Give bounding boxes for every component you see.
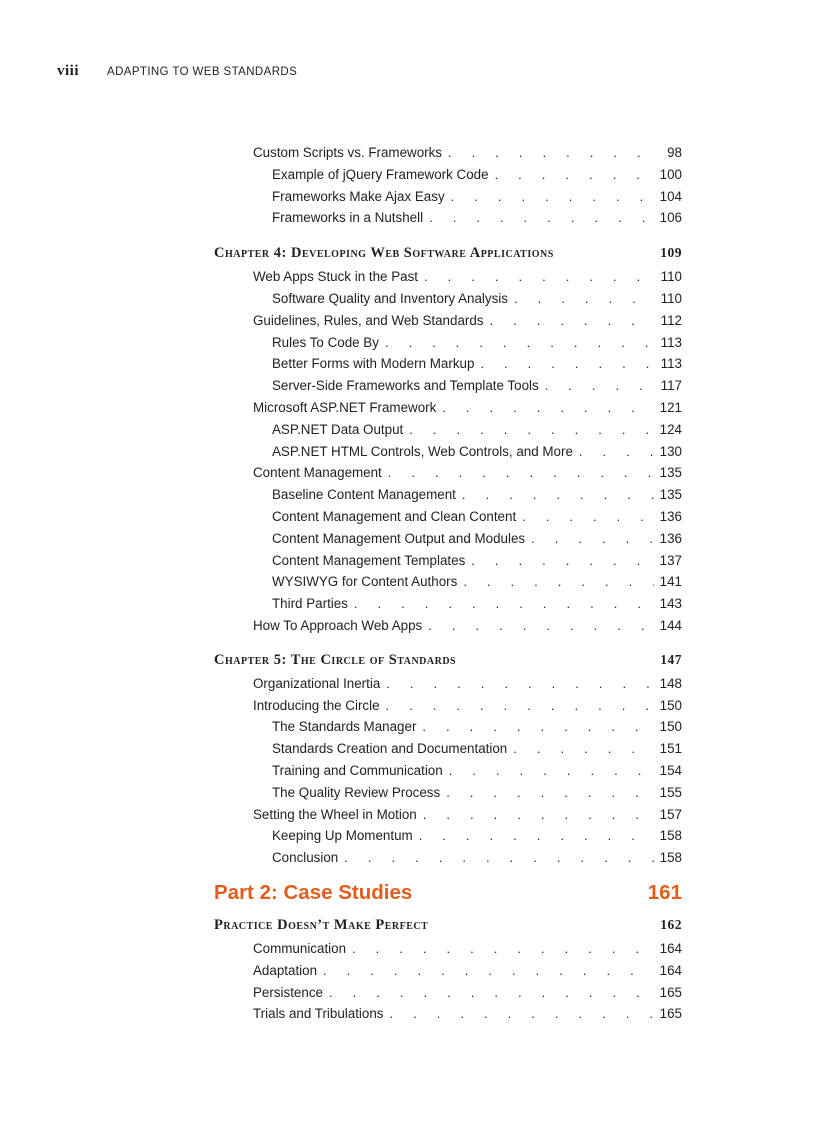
toc-entry-page: 121 [659, 399, 682, 415]
part-heading[interactable] [214, 881, 682, 915]
dot-leader [409, 422, 653, 437]
toc-entry[interactable] [214, 378, 682, 400]
toc-entry-page: 136 [659, 508, 682, 524]
toc-entry-title: Keeping Up Momentum [272, 828, 413, 844]
toc-entry[interactable] [214, 509, 682, 531]
toc-entry[interactable] [214, 167, 682, 189]
chapter-page: 162 [660, 916, 682, 932]
toc-entry-page: 165 [659, 1006, 682, 1022]
toc-entry-title: Frameworks Make Ajax Easy [272, 188, 445, 204]
toc-entry[interactable] [214, 850, 682, 872]
running-head [57, 63, 297, 80]
toc-entry[interactable] [214, 531, 682, 553]
toc-entry-page: 106 [659, 210, 682, 226]
dot-leader [448, 145, 654, 160]
toc-entry-title: Guidelines, Rules, and Web Standards [253, 312, 484, 328]
toc-entry-page: 151 [659, 741, 682, 757]
toc-entry-title: ASP.NET Data Output [272, 421, 404, 437]
dot-leader [386, 698, 654, 713]
toc-entry[interactable] [214, 719, 682, 741]
toc-entry-title: Adaptation [253, 962, 318, 978]
toc-entry-title: Example of jQuery Framework Code [272, 166, 489, 182]
toc-entry[interactable] [214, 145, 682, 167]
toc-entry-title: How To Approach Web Apps [253, 617, 423, 633]
toc-entry-title: Server-Side Frameworks and Template Tools [272, 378, 539, 394]
toc-entry-title: Web Apps Stuck in the Past [253, 269, 418, 285]
toc-entry[interactable] [214, 807, 682, 829]
toc-entry[interactable] [214, 1006, 682, 1028]
toc-entry-title: Content Management [253, 465, 382, 481]
toc-entry[interactable] [214, 465, 682, 487]
toc-entry-page: 112 [660, 312, 682, 328]
toc-entry[interactable] [214, 422, 682, 444]
dot-leader [344, 850, 653, 865]
toc-entry-title: Content Management Templates [272, 552, 466, 568]
dot-leader [429, 210, 654, 225]
dot-leader [428, 618, 653, 633]
toc-entry-page: 130 [659, 443, 682, 459]
toc-entry-title: The Standards Manager [272, 719, 417, 735]
toc-entry-page: 158 [659, 828, 682, 844]
dot-leader [480, 356, 654, 371]
toc-entry[interactable] [214, 698, 682, 720]
toc-entry-title: The Quality Review Process [272, 784, 441, 800]
toc-entry-title: ASP.NET HTML Controls, Web Controls, and More [272, 443, 573, 459]
dot-leader [423, 807, 654, 822]
dot-leader [422, 719, 653, 734]
chapter-title: Chapter 5: The Circle of Standards [214, 651, 457, 668]
toc-entry-title: Communication [253, 940, 347, 956]
toc-entry[interactable] [214, 763, 682, 785]
dot-leader [449, 763, 654, 778]
toc-entry-page: 144 [659, 617, 682, 633]
dot-leader [451, 189, 654, 204]
toc-entry-title: Standards Creation and Documentation [272, 741, 508, 757]
toc-entry[interactable] [214, 335, 682, 357]
page-number: viii [57, 63, 80, 79]
dot-leader [463, 574, 653, 589]
toc-entry-page: 117 [660, 378, 682, 394]
toc-entry[interactable] [214, 574, 682, 596]
dot-leader [531, 531, 654, 546]
chapter-heading[interactable] [214, 652, 682, 676]
toc-entry[interactable] [214, 676, 682, 698]
toc-entry-page: 113 [660, 356, 682, 372]
toc-entry-title: Custom Scripts vs. Frameworks [253, 145, 442, 160]
dot-leader [545, 378, 654, 393]
dot-leader [462, 487, 654, 502]
toc-entry[interactable] [214, 291, 682, 313]
toc-entry-page: 124 [659, 421, 682, 437]
toc-entry-page: 157 [659, 806, 682, 822]
toc-entry-title: WYSIWYG for Content Authors [272, 574, 458, 590]
toc-entry[interactable] [214, 963, 682, 985]
toc-entry-page: 148 [659, 675, 682, 691]
toc-entry[interactable] [214, 313, 682, 335]
toc-entry[interactable] [214, 210, 682, 232]
toc-entry-title: Software Quality and Inventory Analysis [272, 290, 508, 306]
toc-entry[interactable] [214, 400, 682, 422]
toc-entry-title: Content Management and Clean Content [272, 508, 517, 524]
toc-entry[interactable] [214, 618, 682, 640]
dot-leader [390, 1006, 654, 1021]
toc-entry[interactable] [214, 553, 682, 575]
chapter-heading[interactable] [214, 917, 682, 941]
toc-entry-page: 141 [659, 574, 682, 590]
table-of-contents [214, 145, 682, 1028]
dot-leader [352, 941, 654, 956]
dot-leader [471, 553, 653, 568]
dot-leader [522, 509, 653, 524]
toc-entry-title: Trials and Tribulations [253, 1006, 384, 1022]
toc-entry[interactable] [214, 941, 682, 963]
toc-entry-page: 150 [659, 697, 682, 713]
toc-entry-page: 136 [659, 530, 682, 546]
dot-leader [354, 596, 654, 611]
chapter-title: Practice Doesn’t Make Perfect [214, 916, 429, 933]
toc-entry-title: Rules To Code By [272, 334, 379, 350]
dot-leader [513, 741, 653, 756]
toc-entry-page: 164 [659, 962, 682, 978]
toc-entry-title: Persistence [253, 984, 323, 1000]
toc-entry-page: 143 [659, 596, 682, 612]
dot-leader [579, 444, 654, 459]
toc-entry-page: 135 [659, 465, 682, 481]
toc-entry-page: 150 [659, 719, 682, 735]
toc-entry-page: 100 [659, 166, 682, 182]
chapter-page: 109 [660, 245, 682, 261]
dot-leader [490, 313, 654, 328]
toc-entry-page: 135 [659, 487, 682, 503]
toc-entry-page: 137 [659, 552, 682, 568]
toc-entry[interactable] [214, 596, 682, 618]
toc-entry-title: Training and Communication [272, 762, 443, 778]
toc-entry-page: 165 [659, 984, 682, 1000]
toc-entry-title: Microsoft ASP.NET Framework [253, 399, 437, 415]
toc-entry-page: 154 [659, 762, 682, 778]
toc-entry[interactable] [214, 356, 682, 378]
toc-entry-title: Organizational Inertia [253, 675, 381, 691]
toc-entry-page: 110 [660, 269, 682, 285]
toc-entry-page: 104 [659, 188, 682, 204]
toc-entry-page: 164 [659, 940, 682, 956]
toc-entry[interactable] [214, 189, 682, 211]
toc-entry-title: Better Forms with Modern Markup [272, 356, 475, 372]
toc-entry-title: Introducing the Circle [253, 697, 380, 713]
dot-leader [446, 785, 653, 800]
chapter-title: Chapter 4: Developing Web Software Applications [214, 245, 554, 262]
chapter-heading[interactable] [214, 245, 682, 269]
part-page: 161 [647, 880, 682, 904]
dot-leader [385, 335, 654, 350]
part-title: Part 2: Case Studies [214, 880, 413, 904]
dot-leader [495, 167, 654, 182]
toc-entry[interactable] [214, 828, 682, 850]
toc-entry-page: 113 [660, 334, 682, 350]
toc-entry-page: 158 [659, 850, 682, 866]
toc-entry-title: Frameworks in a Nutshell [272, 210, 424, 226]
toc-entry-page: 155 [659, 784, 682, 800]
toc-entry-title: Content Management Output and Modules [272, 530, 526, 546]
toc-entry[interactable] [214, 444, 682, 466]
toc-entry[interactable] [214, 741, 682, 763]
dot-leader [424, 269, 654, 284]
toc-entry-page: 110 [660, 290, 682, 306]
running-head-title: ADAPTING TO WEB STANDARDS [107, 66, 298, 78]
toc-entry[interactable] [214, 487, 682, 509]
toc-entry[interactable] [214, 985, 682, 1007]
dot-leader [388, 465, 654, 480]
dot-leader [419, 828, 654, 843]
toc-entry-title: Third Parties [272, 596, 348, 612]
chapter-page: 147 [660, 651, 682, 667]
dot-leader [386, 676, 653, 691]
toc-entry[interactable] [214, 785, 682, 807]
dot-leader [442, 400, 653, 415]
toc-entry-title: Baseline Content Management [272, 487, 456, 503]
toc-entry[interactable] [214, 269, 682, 291]
dot-leader [514, 291, 654, 306]
dot-leader [329, 985, 654, 1000]
toc-entry-page: 98 [667, 145, 682, 160]
dot-leader [323, 963, 654, 978]
toc-entry-title: Setting the Wheel in Motion [253, 806, 417, 822]
toc-entry-title: Conclusion [272, 850, 339, 866]
